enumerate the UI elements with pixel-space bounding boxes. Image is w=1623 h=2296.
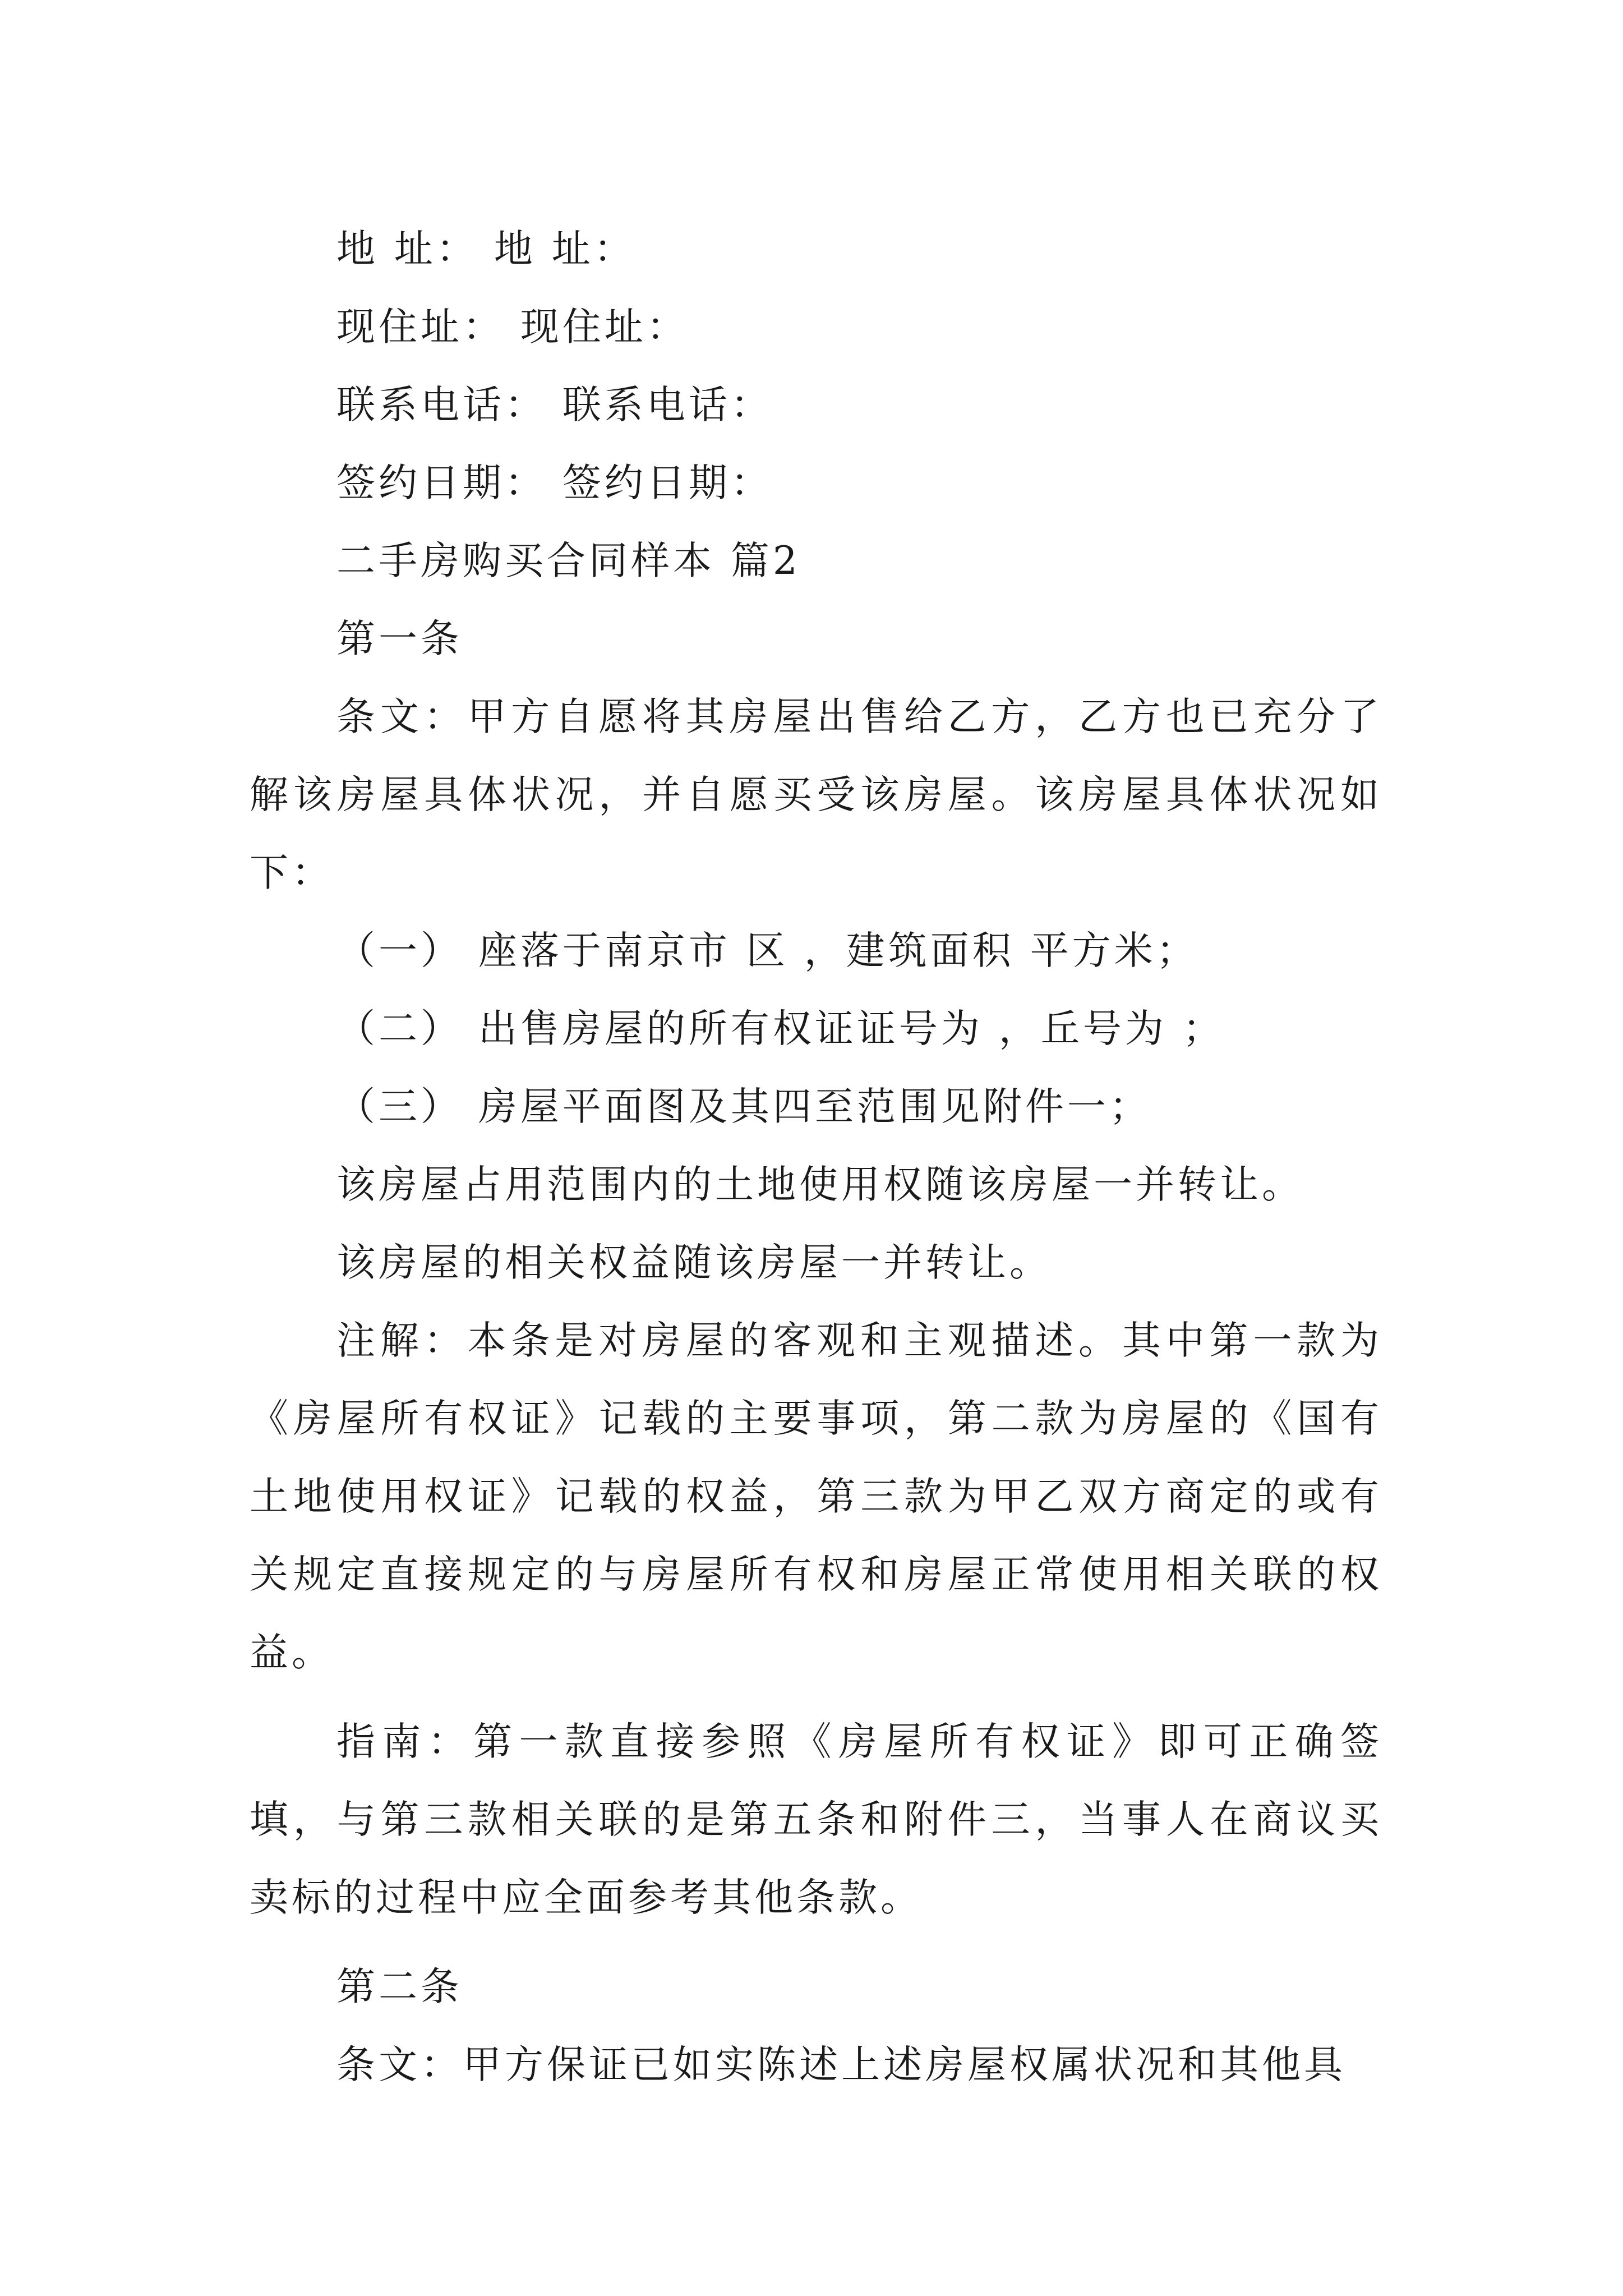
article-2-text: 条文：甲方保证已如实陈述上述房屋权属状况和其他具 (336, 2042, 1346, 2087)
land-right-line: 该房屋占用范围内的土地使用权随该房屋一并转让。 (336, 1162, 1304, 1207)
phone-line: 联系电话： 联系电话： (336, 383, 773, 427)
guide-paragraph: 指南：第一款直接参照《房屋所有权证》即可正确签填，与第三款相关联的是第五条和附件三，当事人在商议买卖标的过程中应全面参考其他条款。 (250, 1719, 1382, 1920)
note-paragraph: 注解：本条是对房屋的客观和主观描述。其中第一款为《房屋所有权证》记载的主要事项，第二款为房屋的《国有土地使用权证》记载的权益，第三款为甲乙双方商定的或有关规定直接规定的与房屋所有权和房屋正常使用相关联的权益。 (250, 1318, 1382, 1675)
item-1: （一） 座落于南京市 区 ，建筑面积 平方米； (336, 928, 1198, 973)
section-title: 二手房购买合同样本 篇2 (336, 539, 801, 583)
related-rights-line: 该房屋的相关权益随该房屋一并转让。 (336, 1240, 1052, 1285)
article-1-title: 第一条 (336, 616, 463, 661)
current-address-line: 现住址： 现住址： (336, 305, 689, 349)
sign-date-line: 签约日期： 签约日期： (336, 461, 773, 505)
item-2: （二） 出售房屋的所有权证证号为 ，丘号为 ； (336, 1006, 1225, 1051)
document-body (250, 210, 1382, 2104)
paragraph-gap (250, 1937, 1382, 1948)
article-2-title: 第二条 (336, 1964, 463, 2009)
article-1-text: 条文：甲方自愿将其房屋出售给乙方，乙方也已充分了解该房屋具体状况，并自愿买受该房屋。该房屋具体状况如下： (250, 694, 1382, 895)
address-line: 地 址： 地 址： (336, 227, 636, 272)
item-3: （三） 房屋平面图及其四至范围见附件一； (336, 1084, 1151, 1129)
paragraph-gap (250, 1692, 1382, 1703)
